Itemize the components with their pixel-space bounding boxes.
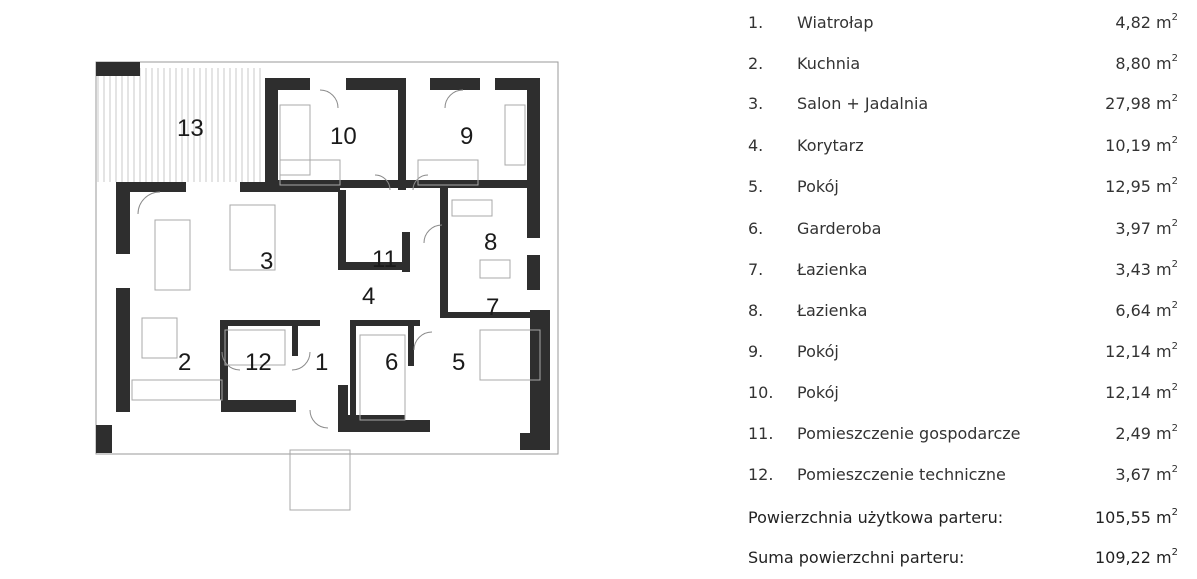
- room-number: 12.: [748, 465, 774, 484]
- room-number: 8.: [748, 301, 764, 320]
- room-name: Salon + Jadalnia: [797, 94, 929, 113]
- room-number: 5.: [748, 177, 764, 196]
- room-area: 3,97 $m^2$: [1115, 218, 1178, 238]
- room-name: Pokój: [797, 383, 839, 402]
- wardrobe-6: [360, 335, 405, 420]
- room-number: 7.: [748, 260, 764, 279]
- room-number-4: 4: [362, 283, 376, 310]
- room-name: Pomieszczenie gospodarcze: [797, 424, 1021, 443]
- room-name: Pokój: [797, 177, 839, 196]
- room-number-13: 13: [177, 115, 204, 142]
- room-area-table: [748, 0, 1178, 579]
- room-number-1: 1: [315, 349, 329, 376]
- floor-plan-drawing: [80, 50, 580, 520]
- room-row: [748, 258, 1178, 282]
- room-number: 2.: [748, 54, 764, 73]
- room-area: 3,43 $m^2$: [1115, 259, 1178, 279]
- room-row: [748, 299, 1178, 323]
- room-name: Łazienka: [797, 301, 868, 320]
- room-area: 10,19 $m^2$: [1105, 135, 1178, 155]
- room-row: [748, 92, 1178, 116]
- site-outline: [96, 62, 558, 454]
- wall-terrace-post: [96, 62, 140, 76]
- room-name: Garderoba: [797, 219, 882, 238]
- sink-8: [480, 260, 510, 278]
- room-number: 1.: [748, 13, 764, 32]
- room-number: 10.: [748, 383, 774, 402]
- room-name: Łazienka: [797, 260, 868, 279]
- room-area: 27,98 $m^2$: [1105, 93, 1178, 113]
- room-number-7: 7: [486, 294, 500, 321]
- summary-row-total-area: [748, 546, 1178, 570]
- room-number-5: 5: [452, 349, 466, 376]
- kitchen-counter: [132, 380, 222, 400]
- room-row: [748, 463, 1178, 487]
- room-row: [748, 175, 1178, 199]
- room-number: 11.: [748, 424, 774, 443]
- room-area: 2,49 $m^2$: [1115, 423, 1178, 443]
- room-number: 9.: [748, 342, 764, 361]
- room-area: 3,67 $m^2$: [1115, 464, 1178, 484]
- summary-value: 105,55 $m^2$: [1094, 507, 1178, 527]
- room-number-2: 2: [178, 349, 192, 376]
- room-number-6: 6: [385, 349, 399, 376]
- summary-row-usable-area: [748, 506, 1178, 530]
- room-row: [748, 52, 1178, 76]
- wardrobe-9: [505, 105, 525, 165]
- room-number-9: 9: [460, 123, 474, 150]
- room-row: [748, 134, 1178, 158]
- room-area: 4,82 $m^2$: [1115, 12, 1178, 32]
- room-name: Pomieszczenie techniczne: [797, 465, 1006, 484]
- room-number-12: 12: [245, 349, 272, 376]
- room-area: 12,14 $m^2$: [1105, 341, 1178, 361]
- summary-label: Powierzchnia użytkowa parteru:: [748, 508, 1004, 527]
- room-number-10: 10: [330, 123, 357, 150]
- room-name: Wiatrołap: [797, 13, 874, 32]
- room-row: [748, 381, 1178, 405]
- room-number: 3.: [748, 94, 764, 113]
- room-name: Kuchnia: [797, 54, 861, 73]
- room-area: 12,95 $m^2$: [1105, 176, 1178, 196]
- summary-label: Suma powierzchni parteru:: [748, 548, 965, 567]
- room-row: [748, 217, 1178, 241]
- room-area: 6,64 $m^2$: [1115, 300, 1178, 320]
- summary-value: 109,22 $m^2$: [1094, 547, 1178, 567]
- room-number: 4.: [748, 136, 764, 155]
- room-area: 12,14 $m^2$: [1105, 382, 1178, 402]
- wardrobe-10: [280, 105, 310, 175]
- room-row: [748, 422, 1178, 446]
- floor-plan: [80, 50, 580, 520]
- room-number-3: 3: [260, 248, 274, 275]
- dining-table: [155, 220, 190, 290]
- room-name: Korytarz: [797, 136, 864, 155]
- room-area: 8,80 $m^2$: [1115, 53, 1178, 73]
- bathtub: [452, 200, 492, 216]
- kitchen-island: [142, 318, 177, 358]
- room-row: [748, 340, 1178, 364]
- room-number: 6.: [748, 219, 764, 238]
- room-row: [748, 11, 1178, 35]
- room-number-8: 8: [484, 229, 498, 256]
- entrance-steps: [290, 450, 350, 510]
- room-name: Pokój: [797, 342, 839, 361]
- furniture: [132, 105, 540, 510]
- room-number-11: 11: [372, 246, 397, 273]
